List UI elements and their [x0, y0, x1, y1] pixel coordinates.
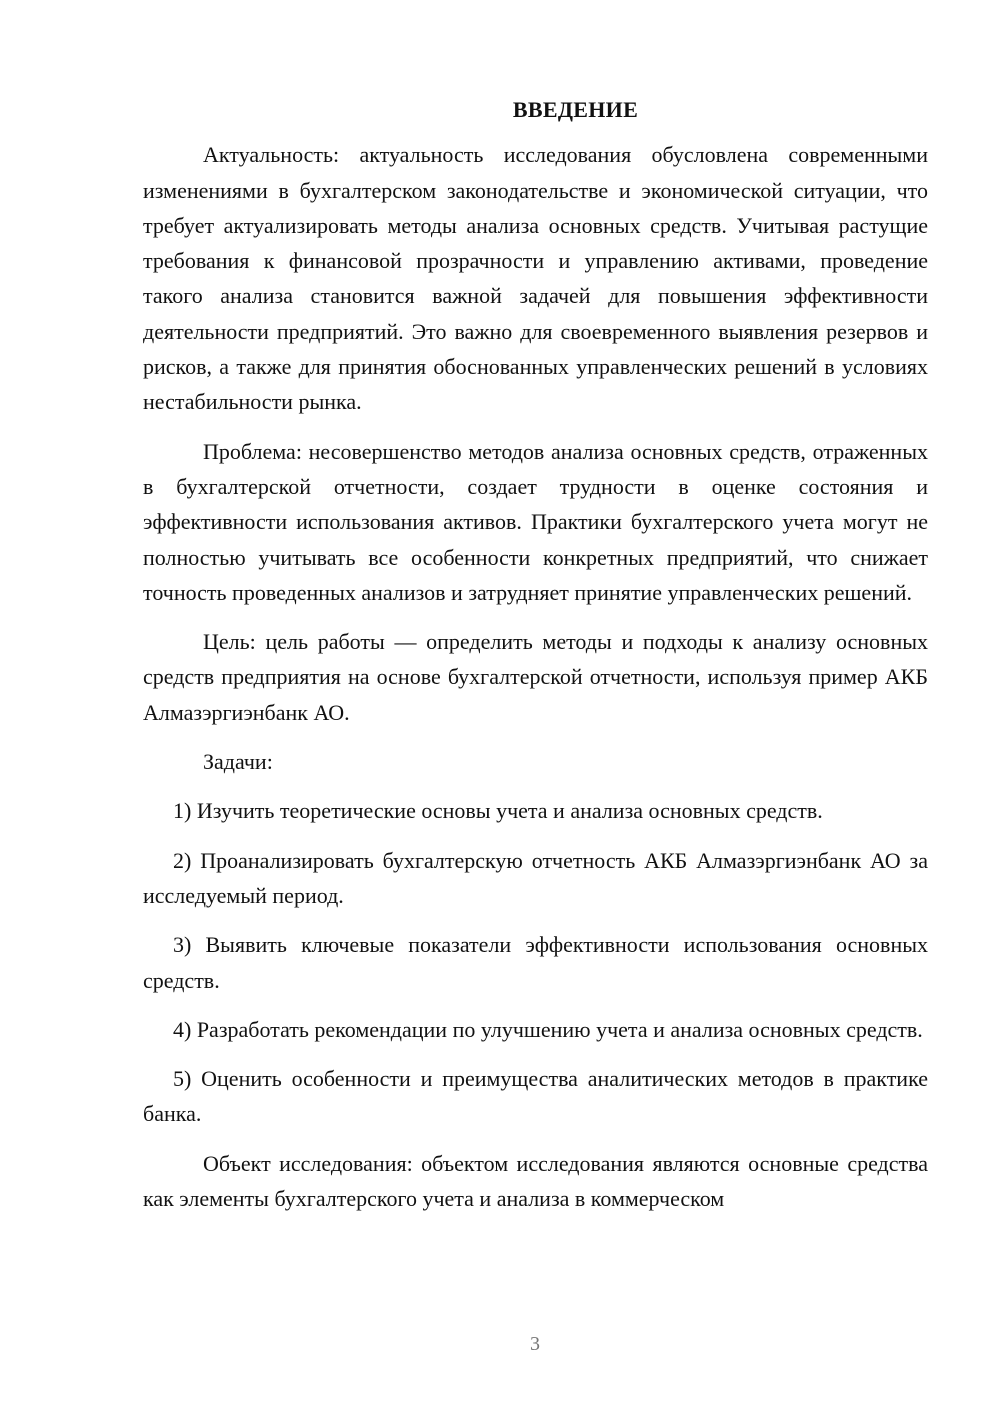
section-heading: ВВЕДЕНИЕ: [512, 97, 639, 122]
page-number: 3: [530, 1333, 540, 1355]
task-item-1: 1) Изучить теоретические основы учета и анализа основных средств.: [173, 798, 823, 824]
task-item-2: 2) Проанализировать бухгалтерскую отчетность АКБ Алмазэргиэнбанк АО за исследуемый период.: [143, 847, 928, 908]
document-page: [143, 92, 928, 1216]
task-item-5: 5) Оценить особенности и преимущества аналитических методов в практике банка.: [143, 1066, 928, 1127]
tasks-label: Задачи:: [203, 749, 273, 775]
paragraph-goal: Цель: цель работы — определить методы и подходы к анализу основных средств предприятия на основе бухгалтерской отчетности, используя пример АКБ Алмазэргиэнбанк АО.: [143, 629, 928, 725]
task-item-4: 4) Разработать рекомендации по улучшению учета и анализа основных средств.: [173, 1016, 923, 1042]
paragraph-object: Объект исследования: объектом исследования являются основные средства как элементы бухгалтерского учета и анализа в коммерческом: [143, 1150, 928, 1212]
paragraph-relevance: Актуальность: актуальность исследования обусловлена современными изменениями в бухгалтерском законодательстве и экономической ситуации, что требует актуализировать методы анализа основных средств. Учитывая растущие требования к финансовой прозрачности и управлению активами, проведение такого анализа становится важной задачей для повышения эффективности деятельности предприятий. Это важно для своевременного выявления резервов и рисков, а также для принятия обоснованных управленческих решений в условиях нестабильности рынка.: [143, 142, 928, 415]
task-item-3: 3) Выявить ключевые показатели эффективности использования основных средств.: [143, 932, 928, 993]
paragraph-problem: Проблема: несовершенство методов анализа основных средств, отраженных в бухгалтерской отчетности, создает трудности в оценке состояния и эффективности использования активов. Практики бухгалтерского учета могут не полностью учитывать все особенности конкретных предприятий, что снижает точность проведенных анализов и затрудняет принятие управленческих решений.: [143, 438, 928, 605]
